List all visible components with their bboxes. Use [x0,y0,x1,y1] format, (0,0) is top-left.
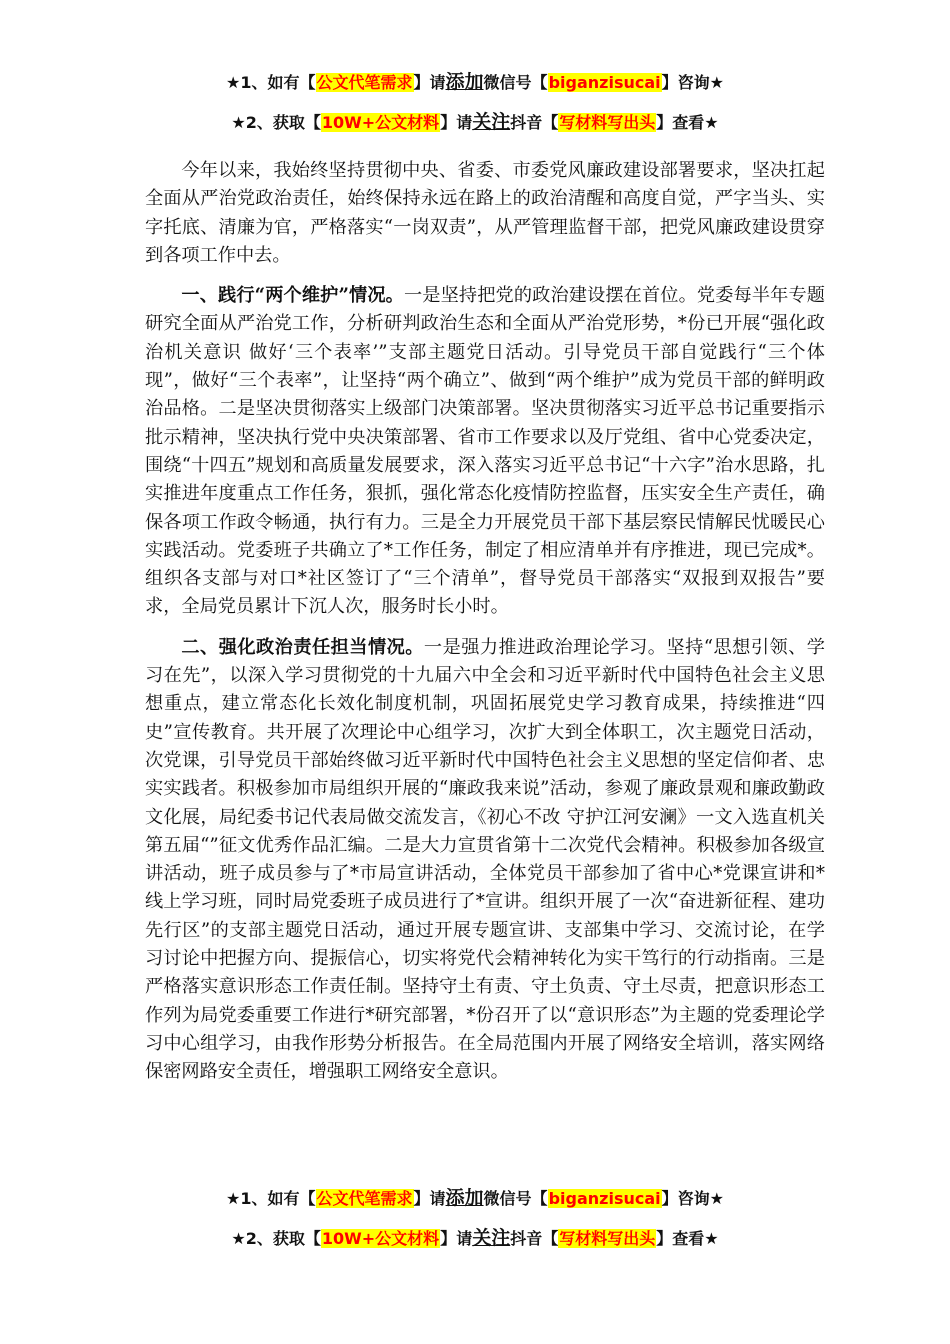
banner-emphasis: 关注 [472,1227,511,1249]
section-1-text: 一是坚持把党的政治建设摆在首位。党委每半年专题研究全面从严治党工作，分析研判政治生态和全面从严治党形势，*份已开展“强化政治机关意识 做好‘三个表率’”支部主题党日活动。引导党员干部自觉践行“三个体现”，做好“三个表率”，让坚持“两个确立”、做到“两个维护”成为党员干部的鲜明政治品格。二是坚决贯彻落实上级部门决策部署。坚决贯彻落实习近平总书记重要指示批示精神，坚决执行党中央决策部署、省市工作要求以及厅党组、省中心党委决定，围绕“十四五”规划和高质量发展要求，深入落实习近平总书记“十六字”治水思路，扎实推进年度重点工作任务，狠抓，强化常态化疫情防控监督，压实安全生产责任，确保各项工作政令畅通，执行有力。三是全力开展党员干部下基层察民情解民忧暖民心实践活动。党委班子共确立了*工作任务，制定了相应清单并有序推进，现已完成*。组织各支部与对口*社区签订了“三个清单”，督导党员干部落实“双报到双报告”要求，全局党员累计下沉人次，服务时长小时。 [145,285,825,618]
banner-text: 】请 [413,1189,446,1208]
banner-text: 抖音【 [510,113,559,132]
banner-highlight: 公文代笔需求 [316,1189,413,1208]
banner-text: 】请 [413,73,446,92]
banner-text: ★1、如有【 [226,73,316,92]
banner-highlight: 10W+公文材料 [321,1229,440,1248]
footer-banner-line-2 [0,1226,950,1251]
banner-text: 】请 [440,1229,473,1248]
banner-text: 】查看★ [656,1229,719,1248]
header-banner-line-1 [0,70,950,95]
banner-text: 微信号【 [483,73,548,92]
banner-text: 】查看★ [656,113,719,132]
banner-highlight: biganzisucai [548,73,661,92]
banner-text: 】咨询★ [661,1189,724,1208]
banner-emphasis: 添加 [445,71,484,93]
intro-paragraph: 今年以来，我始终坚持贯彻中央、省委、市委党风廉政建设部署要求，坚决扛起全面从严治党政治责任，始终保持永远在路上的政治清醒和高度自觉，严字当头、实字托底、清廉为官，严格落实“一岗双责”，从严管理监督干部，把党风廉政建设贯穿到各项工作中去。 [145,160,825,266]
section-1-heading: 一、践行“两个维护”情况。 [181,285,404,307]
banner-highlight: 公文代笔需求 [316,73,413,92]
section-2-text: 一是强力推进政治理论学习。坚持“思想引领、学习在先”，以深入学习贯彻党的十九届六中全会和习近平新时代中国特色社会主义思想重点，建立常态化长效化制度机制，巩固拓展党史学习教育成果，持续推进“四史”宣传教育。共开展了次理论中心组学习，次扩大到全体职工，次主题党日活动，次党课，引导党员干部始终做习近平新时代中国特色社会主义思想的坚定信仰者、忠实实践者。积极参加市局组织开展的“廉政我来说”活动，参观了廉政景观和廉政勤政文化展，局纪委书记代表局做交流发言，《初心不改 守护江河安澜》一文入选直机关第五届“”征文优秀作品汇编。二是大力宣贯省第十二次党代会精神。积极参加各级宣讲活动，班子成员参与了*市局宣讲活动，全体党员干部参加了省中心*党课宣讲和*线上学习班，同时局党委班子成员进行了*宣讲。组织开展了一次“奋进新征程、建功先行区”的支部主题党日活动，通过开展专题宣讲、支部集中学习、交流讨论，在学习讨论中把握方向、提振信心，切实将党代会精神转化为实干笃行的行动指南。三是严格落实意识形态工作责任制。坚持守土有责、守土负责、守土尽责，把意识形态工作列为局党委重要工作进行*研究部署，*份召开了以“意识形态”为主题的党委理论学习中心组学习，由我作形势分析报告。在全局范围内开展了网络安全培训，落实网络保密网路安全责任，增强职工网络安全意识。 [145,636,825,1083]
banner-emphasis: 关注 [472,111,511,133]
banner-text: ★2、获取【 [231,113,321,132]
banner-text: 】请 [440,113,473,132]
banner-highlight: 写材料写出头 [559,1229,656,1248]
section-2-heading: 二、强化政治责任担当情况。 [181,636,424,658]
banner-text: 抖音【 [510,1229,559,1248]
banner-highlight: 10W+公文材料 [321,113,440,132]
banner-text: 】咨询★ [661,73,724,92]
header-banner-line-2 [0,110,950,135]
banner-emphasis: 添加 [445,1187,484,1209]
banner-highlight: biganzisucai [548,1189,661,1208]
banner-text: ★1、如有【 [226,1189,316,1208]
banner-text: 微信号【 [483,1189,548,1208]
section-2-paragraph [145,634,825,1087]
section-1-paragraph [145,282,825,622]
document-body [145,157,825,1099]
footer-banner-line-1 [0,1186,950,1211]
banner-text: ★2、获取【 [231,1229,321,1248]
banner-highlight: 写材料写出头 [559,113,656,132]
